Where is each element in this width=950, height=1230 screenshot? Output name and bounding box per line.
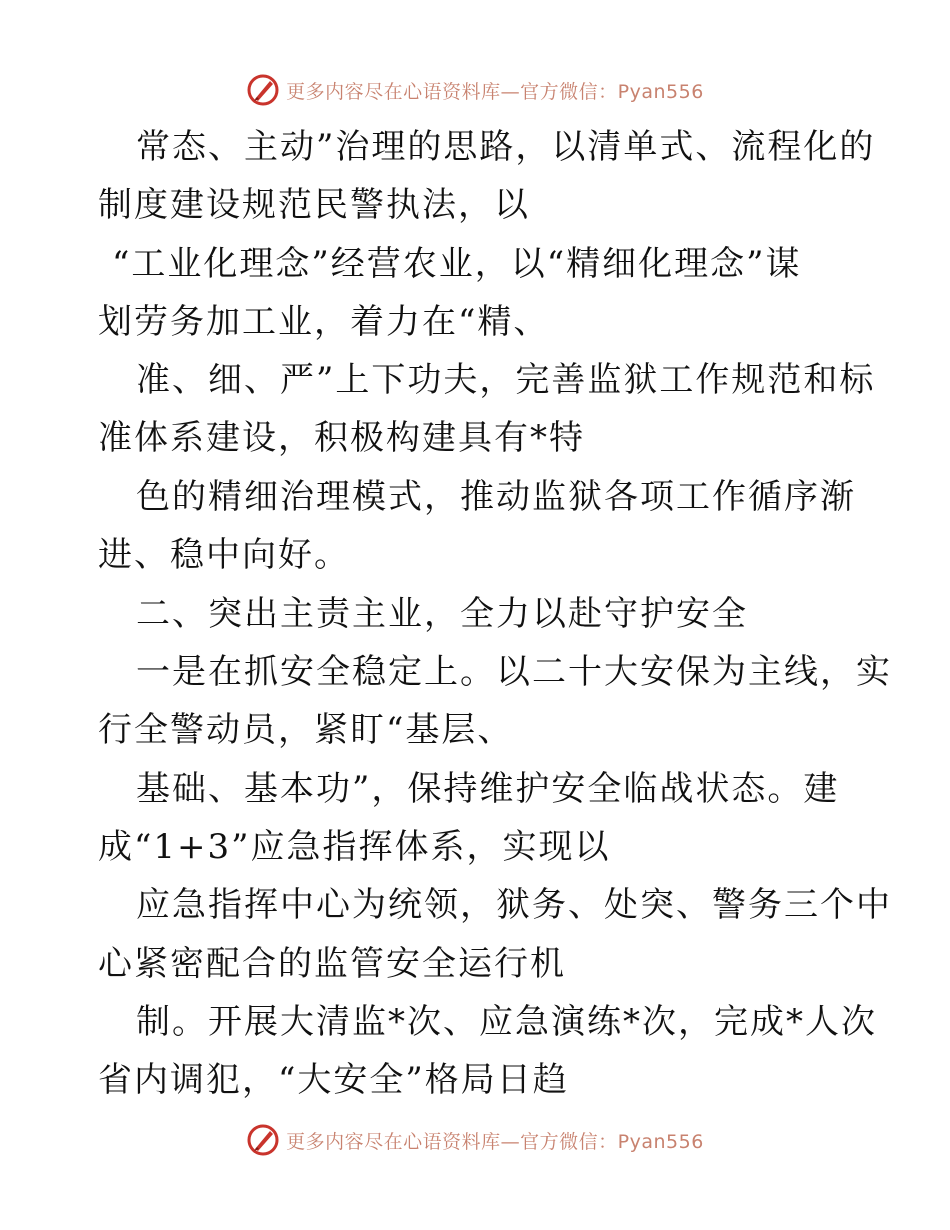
paragraph-line: 常态、主动”治理的思路，以清单式、流程化的 (136, 127, 876, 167)
paragraph-line: 应急指挥中心为统领，狱务、处突、警务三个中 (136, 885, 892, 925)
paragraph-line: 色的精细治理模式，推动监狱各项工作循序渐 (136, 477, 856, 517)
watermark-text: 更多内容尽在心语资料库—官方微信：Pyan556 (286, 80, 704, 103)
footer-watermark (0, 1120, 950, 1160)
paragraph-line: 准体系建设，积极构建具有*特 (98, 418, 585, 458)
paragraph-line: 划劳务加工业，着力在“精、 (98, 302, 550, 342)
paragraph-line: 基础、基本功”，保持维护安全临战状态。建 (136, 769, 840, 809)
paragraph-line: 进、稳中向好。 (98, 535, 350, 575)
paragraph-line: 省内调犯，“大安全”格局日趋 (98, 1060, 569, 1100)
paragraph-line: 一是在抓安全稳定上。以二十大安保为主线，实 (136, 652, 892, 692)
paragraph-line: 制度建设规范民警执法，以 (98, 185, 530, 225)
section-heading: 二、突出主责主业，全力以赴守护安全 (136, 594, 748, 634)
quill-logo-icon (246, 1123, 280, 1157)
watermark-text: 更多内容尽在心语资料库—官方微信：Pyan556 (286, 1130, 704, 1153)
paragraph-line: “工业化理念”经营农业，以“精细化理念”谋 (112, 244, 802, 284)
paragraph-line: 行全警动员，紧盯“基层、 (98, 710, 514, 750)
paragraph-line: 心紧密配合的监管安全运行机 (98, 944, 566, 984)
paragraph-line: 准、细、严”上下功夫，完善监狱工作规范和标 (136, 360, 876, 400)
paragraph-line: 制。开展大清监*次、应急演练*次，完成*人次 (136, 1002, 877, 1042)
paragraph-line: 成“1+3”应急指挥体系，实现以 (98, 827, 611, 867)
